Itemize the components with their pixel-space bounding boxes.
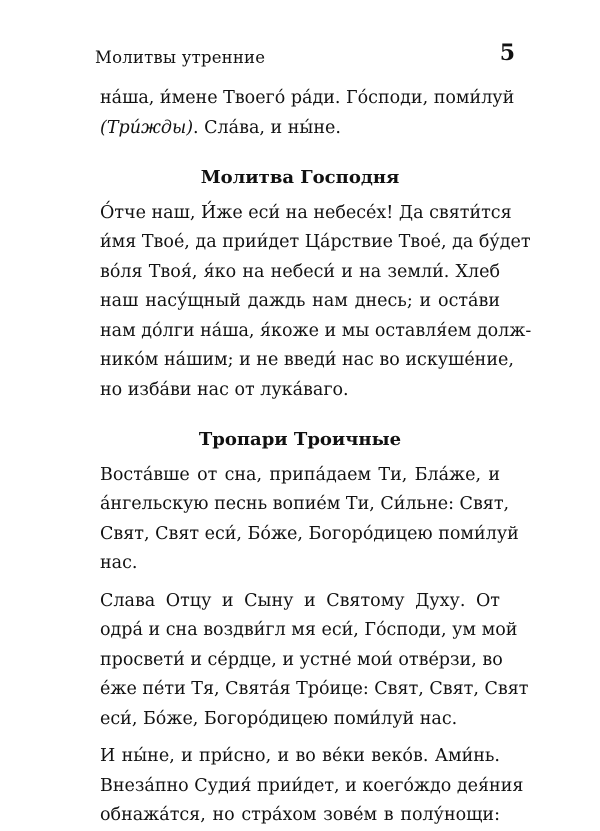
text-line: наш насу́щный даждь нам днесь; и оста́ви xyxy=(100,291,500,311)
troparion-paragraph-1 xyxy=(100,461,519,579)
intro-paragraph xyxy=(100,84,515,143)
text-line: О́тче наш, И́же еси́ на небесе́х! Да святи́тся xyxy=(100,202,512,223)
troparion-paragraph-3 xyxy=(100,742,524,831)
text-line: Воста́вше от сна, припа́даем Ти, Бла́же, и xyxy=(100,464,500,485)
text-line: Внеза́пно Судия́ прии́дет, и коего́ждо дея́ния xyxy=(100,775,524,796)
text-line: обнажа́тся, но стра́хом зове́м в полу́нощи: xyxy=(100,805,500,825)
text-line xyxy=(100,114,500,144)
section-title-lords-prayer: Молитва Господня xyxy=(200,167,400,188)
page-number: 5 xyxy=(499,40,515,66)
page-body xyxy=(100,84,532,831)
text-line: а́нгельскую песнь вопие́м Ти, Си́льне: Свят, xyxy=(100,494,510,514)
text-line: И ны́не, и при́сно, и во ве́ки веко́в. Ами́нь. xyxy=(100,746,500,766)
text-line-rest: . Сла́ва, и ны́не. xyxy=(193,117,341,138)
text-line: но изба́ви нас от лука́ваго. xyxy=(100,379,349,400)
text-line: одра́ и сна воздви́гл мя еси́, Го́споди, ум мой xyxy=(100,620,518,640)
text-line: е́же пе́ти Тя, Свята́я Тро́ице: Свят, Свят, Свят xyxy=(100,679,529,699)
text-line: нико́м на́шим; и не введи́ нас во искуше́ние, xyxy=(100,350,514,370)
text-line: нам до́лги на́ша, я́коже и мы оставля́ем долж- xyxy=(100,320,532,341)
text-line: во́ля Твоя́, я́ко на небеси́ и на земли́. Хлеб xyxy=(100,261,500,282)
lords-prayer-paragraph xyxy=(100,199,532,406)
text-line: нас. xyxy=(100,553,138,573)
text-line: и́мя Твое́, да прии́дет Ца́рствие Твое́, да бу́дет xyxy=(100,232,531,252)
rubric-thrice: (Три́жды) xyxy=(100,117,194,138)
text-line: Слава Отцу и Сыну и Святому Духу. От xyxy=(100,590,500,611)
section-title-trinity-troparia: Тропари Троичные xyxy=(198,429,402,450)
text-line: Свят, Свят еси́, Бо́же, Богоро́дицею поми́луй xyxy=(100,523,519,544)
text-line: на́ша, и́мене Твоего́ ра́ди. Го́споди, поми́луй xyxy=(100,88,515,108)
troparion-paragraph-2 xyxy=(100,587,529,735)
text-line: еси́, Бо́же, Богоро́дицею поми́луй нас. xyxy=(100,708,458,729)
text-line: просвети́ и се́рдце, и устне́ мои́ отве́рзи, во xyxy=(100,649,503,670)
running-title: Молитвы утренние xyxy=(95,48,266,67)
